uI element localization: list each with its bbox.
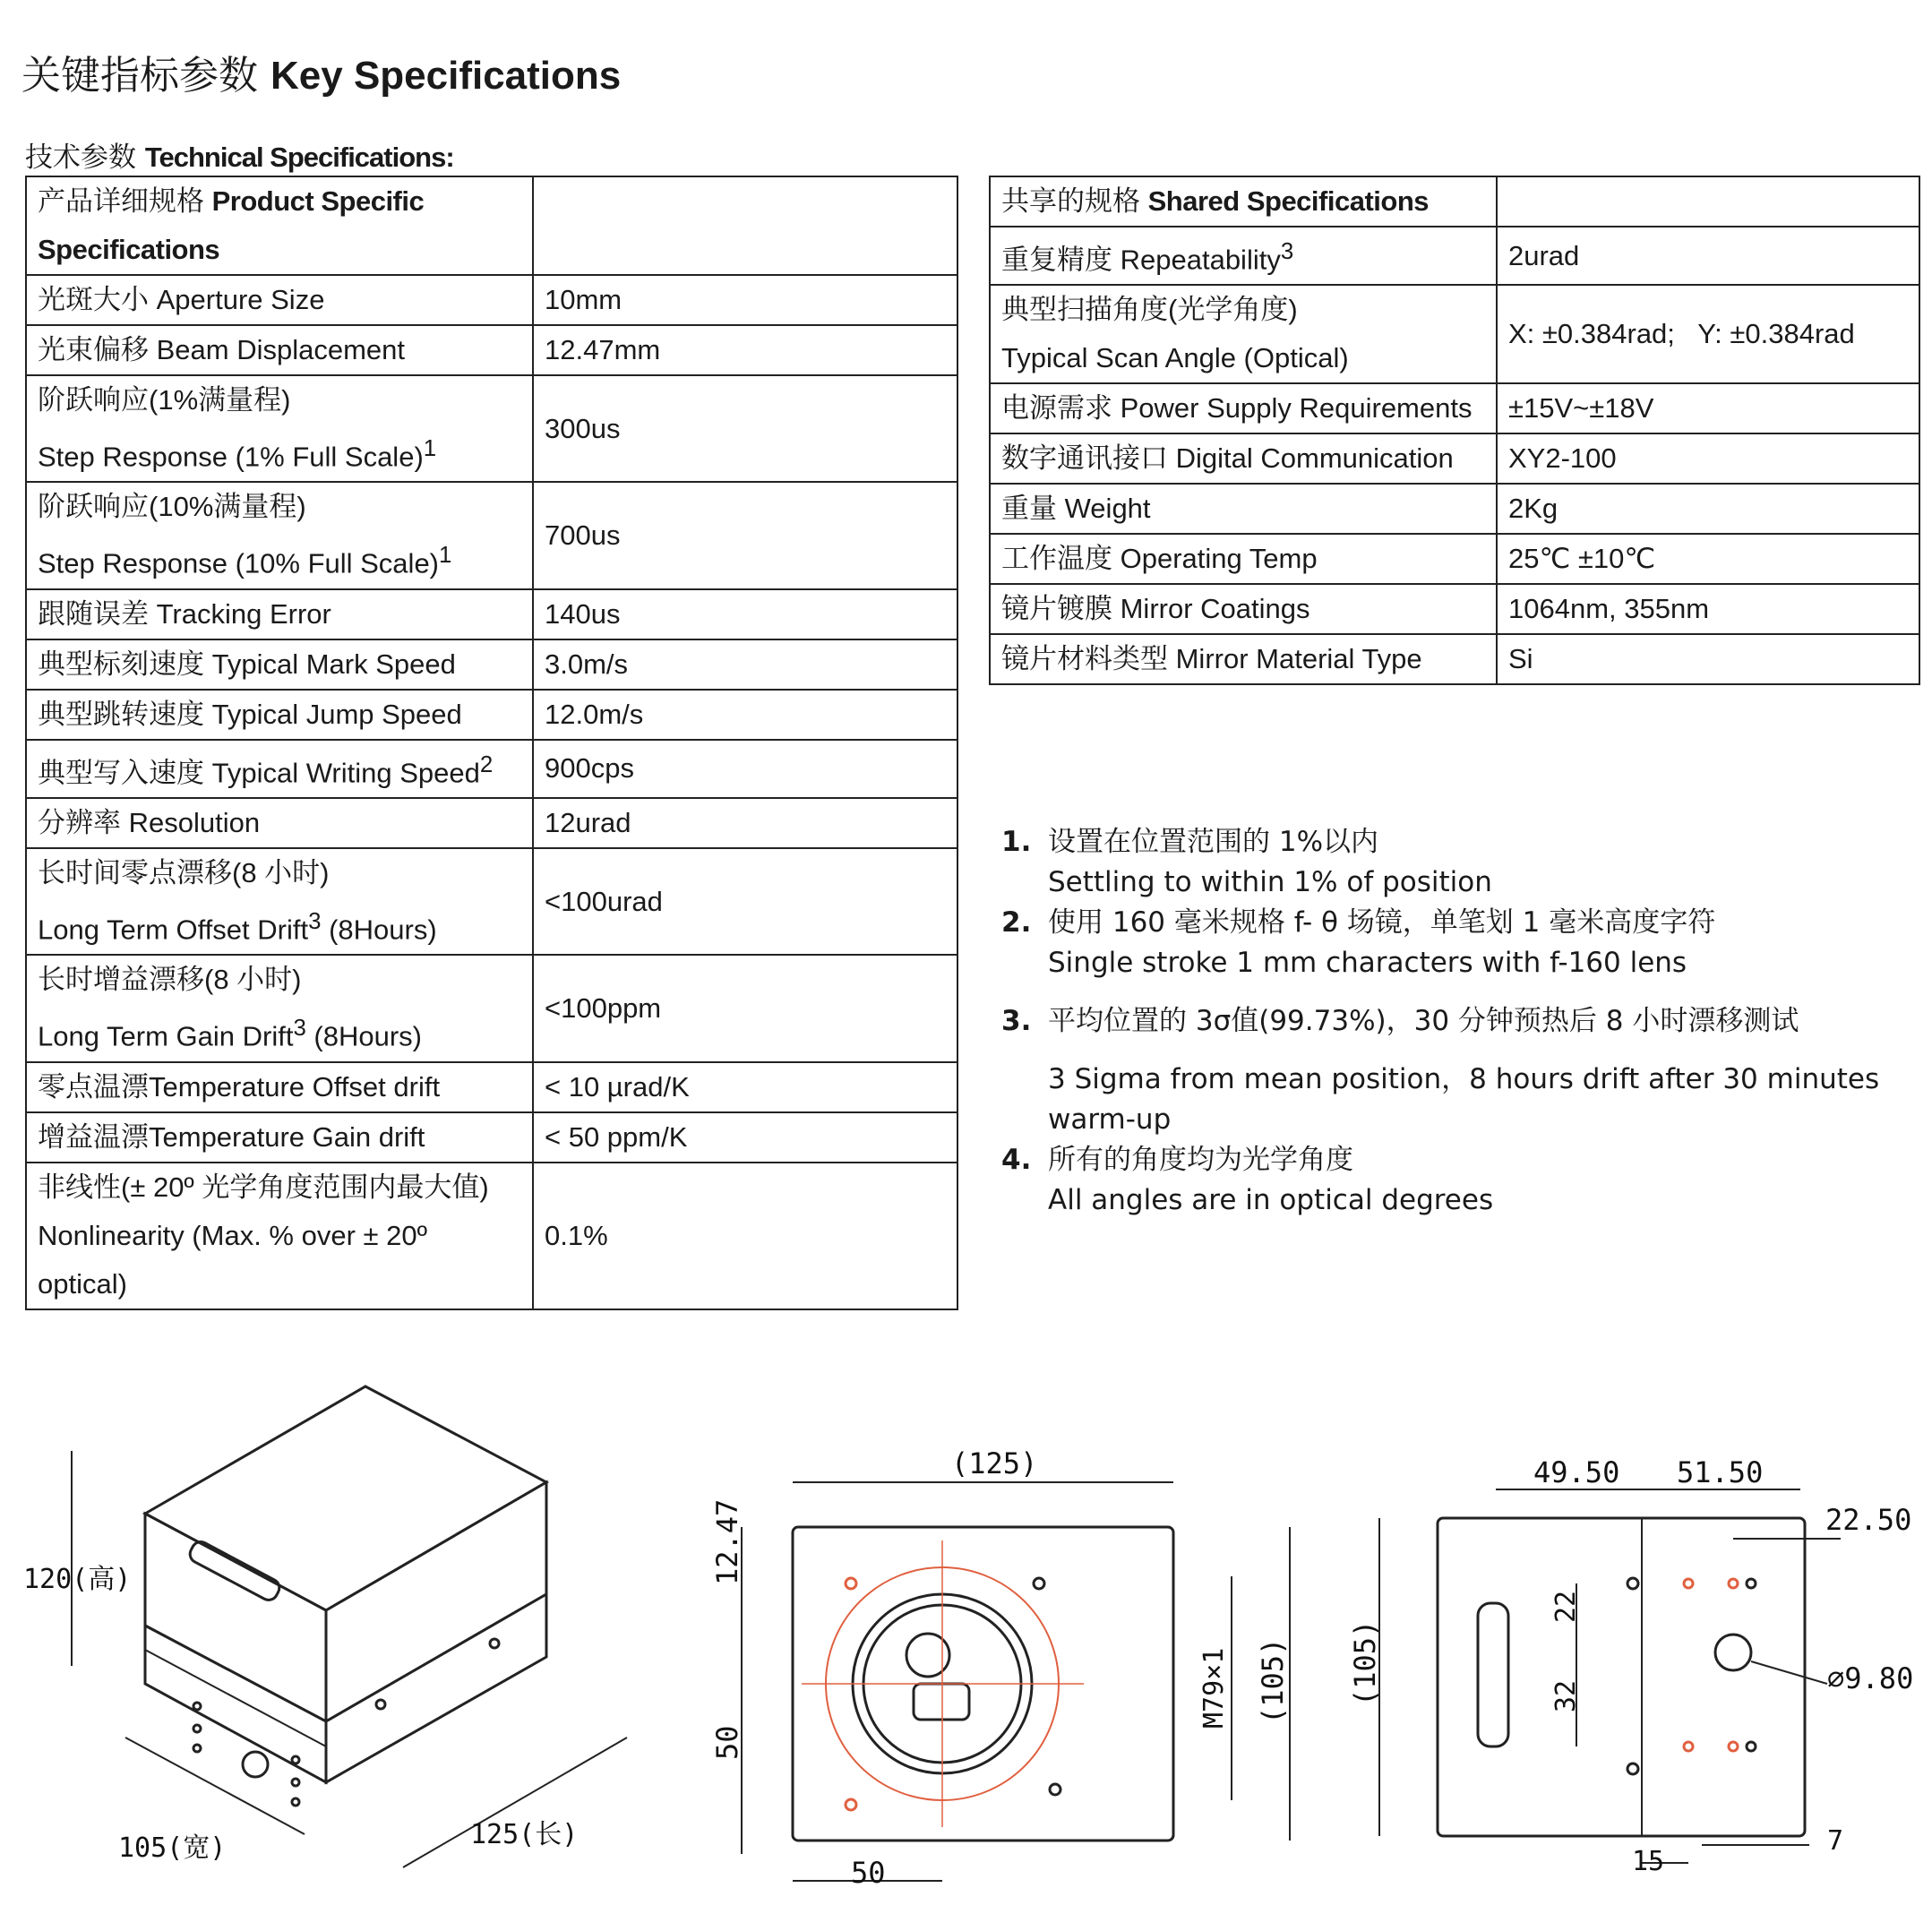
- spec-label: 典型扫描角度(光学角度) Typical Scan Angle (Optical): [990, 285, 1497, 383]
- dim-front-bottom: 50: [851, 1856, 886, 1890]
- spec-label: 光束偏移 Beam Displacement: [26, 325, 533, 375]
- dim-side-v1: 22: [1550, 1590, 1582, 1623]
- spec-value: X: ±0.384rad; Y: ±0.384rad: [1497, 285, 1919, 383]
- spec-label: 光斑大小 Aperture Size: [26, 275, 533, 325]
- spec-value: 10mm: [533, 275, 957, 325]
- spec-label: 电源需求 Power Supply Requirements: [990, 383, 1497, 433]
- dim-height-label: 120(高): [23, 1564, 132, 1595]
- side-view: [1379, 1489, 1844, 1863]
- isometric-view: [72, 1386, 627, 1867]
- spec-label: 阶跃响应(10%满量程) Step Response (10% Full Scale)$^1$: [26, 482, 533, 588]
- spec-label: 长时增益漂移(8 小时) Long Term Gain Drift$^3$ (8Hours): [26, 955, 533, 1061]
- spec-value: 25℃ ±10℃: [1497, 534, 1919, 584]
- spec-label: 长时间零点漂移(8 小时) Long Term Offset Drift$^3$ (8Hours): [26, 848, 533, 955]
- footnote: 4. 所有的角度均为光学角度 All angles are in optical degrees: [1001, 1144, 1494, 1216]
- spec-value: 700us: [533, 482, 957, 588]
- spec-label: 典型写入速度 Typical Writing Speed$^2$: [26, 740, 533, 798]
- spec-value: 300us: [533, 375, 957, 482]
- spec-value: 2urad: [1497, 227, 1919, 285]
- dim-side-hole: ∅9.80: [1827, 1661, 1914, 1695]
- dim-length-label: 125(长): [470, 1819, 579, 1850]
- dim-front-left: 50: [710, 1725, 744, 1760]
- spec-label: 数字通讯接口 Digital Communication: [990, 433, 1497, 484]
- spec-label: 零点温漂Temperature Offset drift: [26, 1062, 533, 1112]
- spec-value: 0.1%: [533, 1163, 957, 1309]
- spec-value: 140us: [533, 589, 957, 639]
- page-title: 关键指标参数 Key Specifications: [21, 53, 622, 99]
- dim-front-offset: 12.47: [710, 1498, 744, 1585]
- dim-side-d1: 49.50: [1533, 1455, 1620, 1489]
- spec-label: 重量 Weight: [990, 484, 1497, 534]
- dim-width-label: 105(宽): [118, 1832, 227, 1864]
- dim-side-b2: 7: [1827, 1825, 1844, 1857]
- spec-value: 3.0m/s: [533, 639, 957, 690]
- spec-value: 12.0m/s: [533, 690, 957, 740]
- spec-value: 12urad: [533, 798, 957, 848]
- dim-front-top: (125): [951, 1446, 1038, 1480]
- footnote: 2. 使用 160 毫米规格 f- θ 场镜，单笔划 1 毫米高度字符 Single stroke 1 mm characters with f-160 lens: [1001, 906, 1716, 979]
- spec-value: <100urad: [533, 848, 957, 955]
- spec-label: 典型跳转速度 Typical Jump Speed: [26, 690, 533, 740]
- dim-side-height: (105): [1348, 1619, 1382, 1706]
- spec-value: ±15V~±18V: [1497, 383, 1919, 433]
- spec-label: 阶跃响应(1%满量程) Step Response (1% Full Scale)$^1$: [26, 375, 533, 482]
- spec-label: 典型标刻速度 Typical Mark Speed: [26, 639, 533, 690]
- dim-front-thread: M79×1: [1198, 1647, 1230, 1729]
- spec-value: 2Kg: [1497, 484, 1919, 534]
- table-header: 产品详细规格 Product Specific Specifications: [26, 176, 533, 275]
- dim-side-v2: 32: [1550, 1679, 1582, 1712]
- spec-value: Si: [1497, 634, 1919, 684]
- spec-label: 增益温漂Temperature Gain drift: [26, 1112, 533, 1163]
- spec-value: <100ppm: [533, 955, 957, 1061]
- dim-side-b1: 15: [1632, 1846, 1665, 1877]
- table-header: 共享的规格 Shared Specifications: [990, 176, 1497, 227]
- spec-label: 跟随误差 Tracking Error: [26, 589, 533, 639]
- footnote: 1. 设置在位置范围的 1%以内 Settling to within 1% of position: [1001, 826, 1492, 898]
- dim-side-d2: 51.50: [1677, 1455, 1764, 1489]
- dim-side-d3: 22.50: [1825, 1503, 1912, 1537]
- spec-value: < 50 ppm/K: [533, 1112, 957, 1163]
- spec-value: XY2-100: [1497, 433, 1919, 484]
- dim-front-height: (105): [1256, 1637, 1290, 1724]
- spec-label: 重复精度 Repeatability$^3$: [990, 227, 1497, 285]
- spec-label: 非线性(± 20º 光学角度范围内最大值) Nonlinearity (Max. % over ± 20º optical): [26, 1163, 533, 1309]
- footnote: 3. 平均位置的 3σ值(99.73%)，30 分钟预热后 8 小时漂移测试 3 Sigma from mean position，8 hours drift after 30 minutes warm-up: [1001, 1005, 1880, 1136]
- spec-label: 分辨率 Resolution: [26, 798, 533, 848]
- spec-value: 900cps: [533, 740, 957, 798]
- spec-label: 镜片镀膜 Mirror Coatings: [990, 584, 1497, 634]
- spec-label: 镜片材料类型 Mirror Material Type: [990, 634, 1497, 684]
- spec-value: 12.47mm: [533, 325, 957, 375]
- spec-label: 工作温度 Operating Temp: [990, 534, 1497, 584]
- section-subtitle: 技术参数 Technical Specifications:: [25, 142, 454, 174]
- spec-value: < 10 µrad/K: [533, 1062, 957, 1112]
- spec-value: 1064nm, 355nm: [1497, 584, 1919, 634]
